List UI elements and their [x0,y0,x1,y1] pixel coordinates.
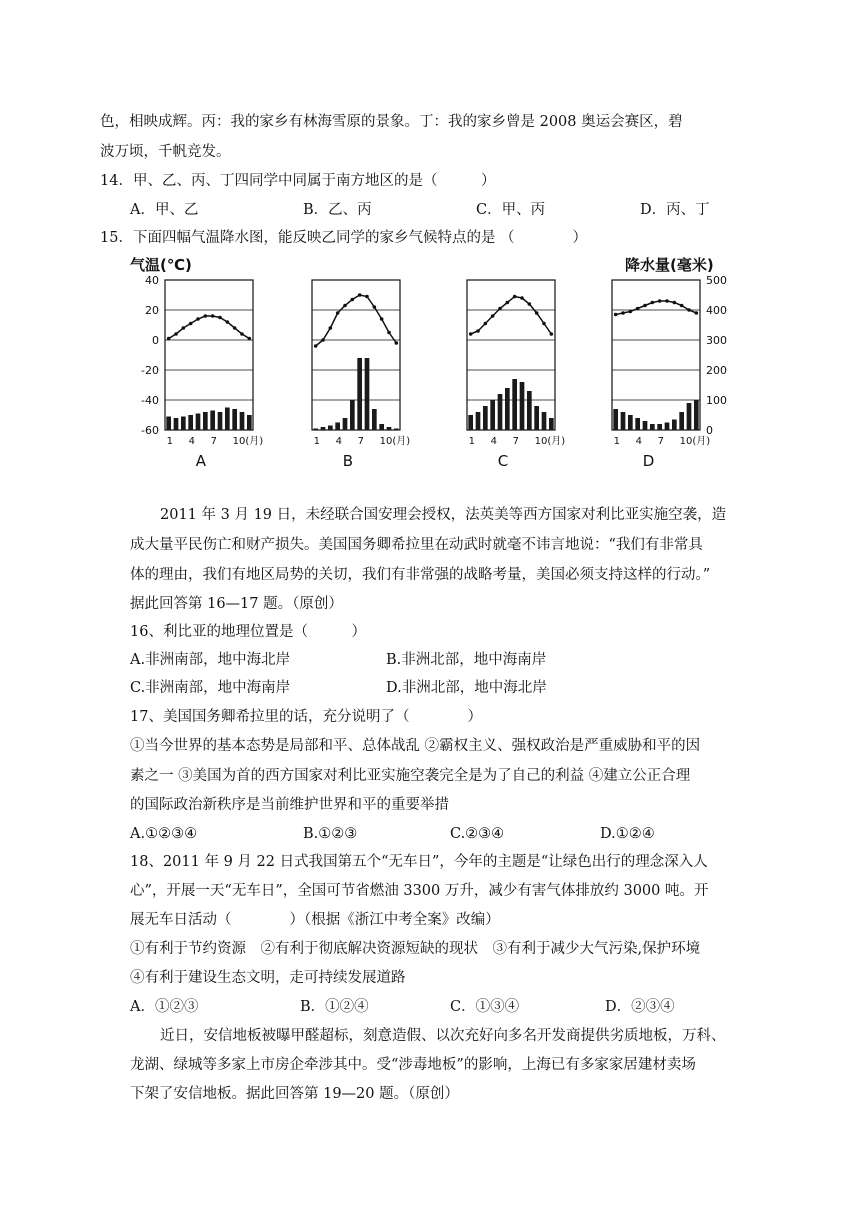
month-tick-label: 7 [512,436,520,447]
paragraph-line: 2011 年 3 月 19 日，未经联合国安理会授权，法英美等西方国家对利比亚实施空袭，造 [160,507,727,523]
precip-bar [468,415,473,430]
temperature-point [329,326,333,330]
text-line: ①当今世界的基本态势是局部和平、总体战乱 ②霸权主义、强权政治是严重威胁和平的因 [130,738,701,754]
paragraph-line: 据此回答第 16—17 题。（原创） [130,596,343,612]
month-tick-label: 1 [613,436,621,447]
temperature-point [636,307,640,311]
precip-bar [232,409,237,430]
precip-bar [520,382,525,430]
option[interactable]: A．①②③ [130,999,199,1015]
temperature-point [380,317,384,321]
temp-tick-label: 0 [152,334,159,347]
option[interactable]: D．丙、丁 [640,202,710,218]
temperature-point [550,332,554,336]
text-line: 的国际政治新秩序是当前维护世界和平的重要举措 [130,797,449,813]
temperature-point [687,308,691,312]
precip-bar [621,412,626,430]
precip-bar [628,415,633,430]
temperature-point [351,298,355,302]
option[interactable]: D.非洲北部，地中海北岸 [386,680,547,696]
option[interactable]: A.①②③④ [130,826,198,842]
month-tick-label: 7 [210,436,218,447]
month-tick-label: 4 [335,436,343,447]
month-tick-label: 1 [468,436,476,447]
temperature-point [373,305,377,309]
temperature-point [542,322,546,326]
precip-bar [687,403,692,430]
precip-bar [188,415,193,430]
option[interactable]: B．①②④ [300,999,369,1015]
temperature-point [476,329,480,333]
temperature-point [469,332,473,336]
text-line: 波万顷，千帆竞发。 [100,144,231,160]
precip-bar [240,412,245,430]
precip-bar [643,421,648,430]
precip-bar [490,400,495,430]
temperature-point [174,332,178,336]
precip-bar [613,409,618,430]
temperature-line [169,316,250,339]
temperature-line [471,297,552,335]
precip-bar [394,429,399,431]
temperature-line [316,295,397,346]
month-tick-label: 7 [357,436,365,447]
precip-bar [166,417,171,431]
precip-bar [247,415,252,430]
temperature-point [248,337,252,341]
option[interactable]: B.①②③ [303,826,358,842]
temperature-point [336,311,340,315]
precip-bar [635,418,640,430]
precip-bar [665,423,670,431]
temperature-point [673,301,677,305]
paragraph-line: 龙湖、绿城等多家上市房企牵涉其中。受“涉毒地板”的影响，上海已有多家家居建材卖场 [130,1057,696,1073]
option[interactable]: A．甲、乙 [130,202,199,218]
precip-bar [549,418,554,430]
temperature-point [182,326,186,330]
temperature-point [665,299,669,303]
precip-tick-label: 500 [706,274,727,287]
paragraph-line: 下架了安信地板。据此回答第 19—20 题。（原创） [130,1086,459,1102]
temperature-point [365,295,369,299]
precip-bar [679,412,684,430]
precip-bar [657,424,662,430]
option[interactable]: A.非洲南部，地中海北岸 [130,652,291,668]
month-tick-label: 10(月) [232,436,264,447]
text-line: 素之一 ③美国为首的西方国家对利比亚实施空袭完全是为了自己的利益 ④建立公正合理 [130,768,691,784]
temperature-point [513,295,517,299]
temperature-point [343,304,347,308]
temp-tick-label: 20 [145,304,159,317]
temperature-point [658,299,662,303]
precip-bar [672,420,677,431]
precip-tick-label: 100 [706,394,727,407]
question-16: 16、利比亚的地理位置是（ ） [130,624,366,640]
precip-bar [225,408,230,431]
question-15: 15．下面四幅气温降水图，能反映乙同学的家乡气候特点的是 （ ） [100,230,588,246]
month-tick-label: 10(月) [534,436,566,447]
month-tick-label: 1 [166,436,174,447]
chart-label: C [497,452,509,470]
precip-bar [321,427,326,430]
paragraph-line: 体的理由，我们有地区局势的关切，我们有非常强的战略考量，美国必须支持这样的行动。” [130,567,711,583]
option[interactable]: D.①②④ [600,826,655,842]
precip-bar [210,411,215,431]
precip-bar [498,394,503,430]
precip-bar [328,426,333,431]
precip-bar [379,424,384,430]
chart-frame [467,280,555,430]
precip-bar [483,406,488,430]
precip-bar [343,418,348,430]
text-line: ④有利于建设生态文明，走可持续发展道路 [130,970,406,986]
temperature-point [643,304,647,308]
temperature-point [528,302,532,306]
temperature-point [218,316,222,320]
precip-bar [650,424,655,430]
option[interactable]: D．②③④ [605,999,675,1015]
temperature-point [196,317,200,321]
temperature-point [535,311,539,315]
temperature-point [520,296,524,300]
chart-label: B [342,452,354,470]
temperature-point [189,322,193,326]
temperature-point [226,320,230,324]
chart-label: A [195,452,207,470]
month-tick-label: 4 [635,436,643,447]
temperature-point [240,332,244,336]
temperature-point [233,326,237,330]
precip-bar [350,400,355,430]
temperature-point [651,301,655,305]
precip-tick-label: 300 [706,334,727,347]
temperature-point [204,314,208,318]
temperature-point [387,331,391,335]
temperature-point [680,304,684,308]
question-14: 14．甲、乙、丙、丁四同学中同属于南方地区的是（ ） [100,173,496,189]
chart-frame [312,280,400,430]
option[interactable]: B．乙、丙 [303,202,372,218]
right-axis-label: 降水量(毫米) [625,256,714,274]
precip-bar [174,418,179,430]
month-tick-label: 4 [188,436,196,447]
option[interactable]: C．①③④ [450,999,520,1015]
precip-bar [335,423,340,431]
precip-bar [196,414,201,431]
text-line: 心”，开展一天“无车日”，全国可节省燃油 3300 万升，减少有害气体排放约 3000 吨。开 [130,883,709,899]
temp-tick-label: -60 [141,424,159,437]
precip-bar [365,358,370,430]
temperature-point [506,301,510,305]
chart-frame [165,280,253,430]
precip-bar [218,412,223,430]
temp-tick-label: -40 [141,394,159,407]
precip-tick-label: 400 [706,304,727,317]
precip-bar [512,379,517,430]
question-18: 18、2011 年 9 月 22 日式我国第五个“无车日”，今年的主题是“让绿色出行的理念深入人 [130,854,708,870]
precip-bar [181,417,186,431]
month-tick-label: 10(月) [679,436,711,447]
temperature-point [498,307,502,311]
precip-bar [372,409,377,430]
temperature-point [491,314,495,318]
temperature-point [484,322,488,326]
temperature-line [616,301,697,315]
precip-bar [542,412,547,430]
precip-bar [505,388,510,430]
chart-label: D [642,452,655,470]
text-line: 展无车日活动（ ）（根据《浙江中考全案》改编） [130,912,500,928]
temp-tick-label: 40 [145,274,159,287]
option[interactable]: C.②③④ [450,826,505,842]
temp-tick-label: -20 [141,364,159,377]
left-axis-label: 气温(℃) [130,256,192,274]
text-line: ①有利于节约资源 ②有利于彻底解决资源短缺的现状 ③有利于减少大气污染,保护环境 [130,941,701,957]
option[interactable]: B.非洲北部，地中海南岸 [386,652,547,668]
month-tick-label: 7 [657,436,665,447]
month-tick-label: 10(月) [379,436,411,447]
temperature-point [395,341,399,345]
precip-bar [694,400,699,430]
temperature-point [211,314,215,318]
month-tick-label: 1 [313,436,321,447]
precip-bar [387,427,392,430]
temperature-point [695,311,699,315]
precip-bar [357,358,362,430]
option[interactable]: C.非洲南部，地中海南岸 [130,680,291,696]
question-17: 17、美国国务卿希拉里的话，充分说明了（ ） [130,709,482,725]
paragraph-line: 近日，安信地板被曝甲醛超标，刻意造假、以次充好向多名开发商提供劣质地板，万科、 [160,1028,726,1044]
precip-bar [534,406,539,430]
month-tick-label: 4 [490,436,498,447]
precip-bar [527,391,532,430]
precip-bar [313,429,318,431]
temperature-point [614,313,618,317]
precip-tick-label: 0 [706,424,713,437]
text-line: 色，相映成辉。丙：我的家乡有林海雪原的景象。丁：我的家乡曾是 2008 奥运会赛区，碧 [100,114,683,130]
temperature-point [621,311,625,315]
climate-charts [120,250,727,480]
temperature-point [314,344,318,348]
temperature-point [321,338,325,342]
temperature-point [358,293,362,297]
precip-bar [203,412,208,430]
temperature-point [167,337,171,341]
precip-bar [476,412,481,430]
precip-tick-label: 200 [706,364,727,377]
paragraph-line: 成大量平民伤亡和财产损失。美国国务卿希拉里在动武时就毫不讳言地说：“我们有非常具 [130,537,703,553]
temperature-point [629,310,633,314]
option[interactable]: C．甲、丙 [476,202,546,218]
